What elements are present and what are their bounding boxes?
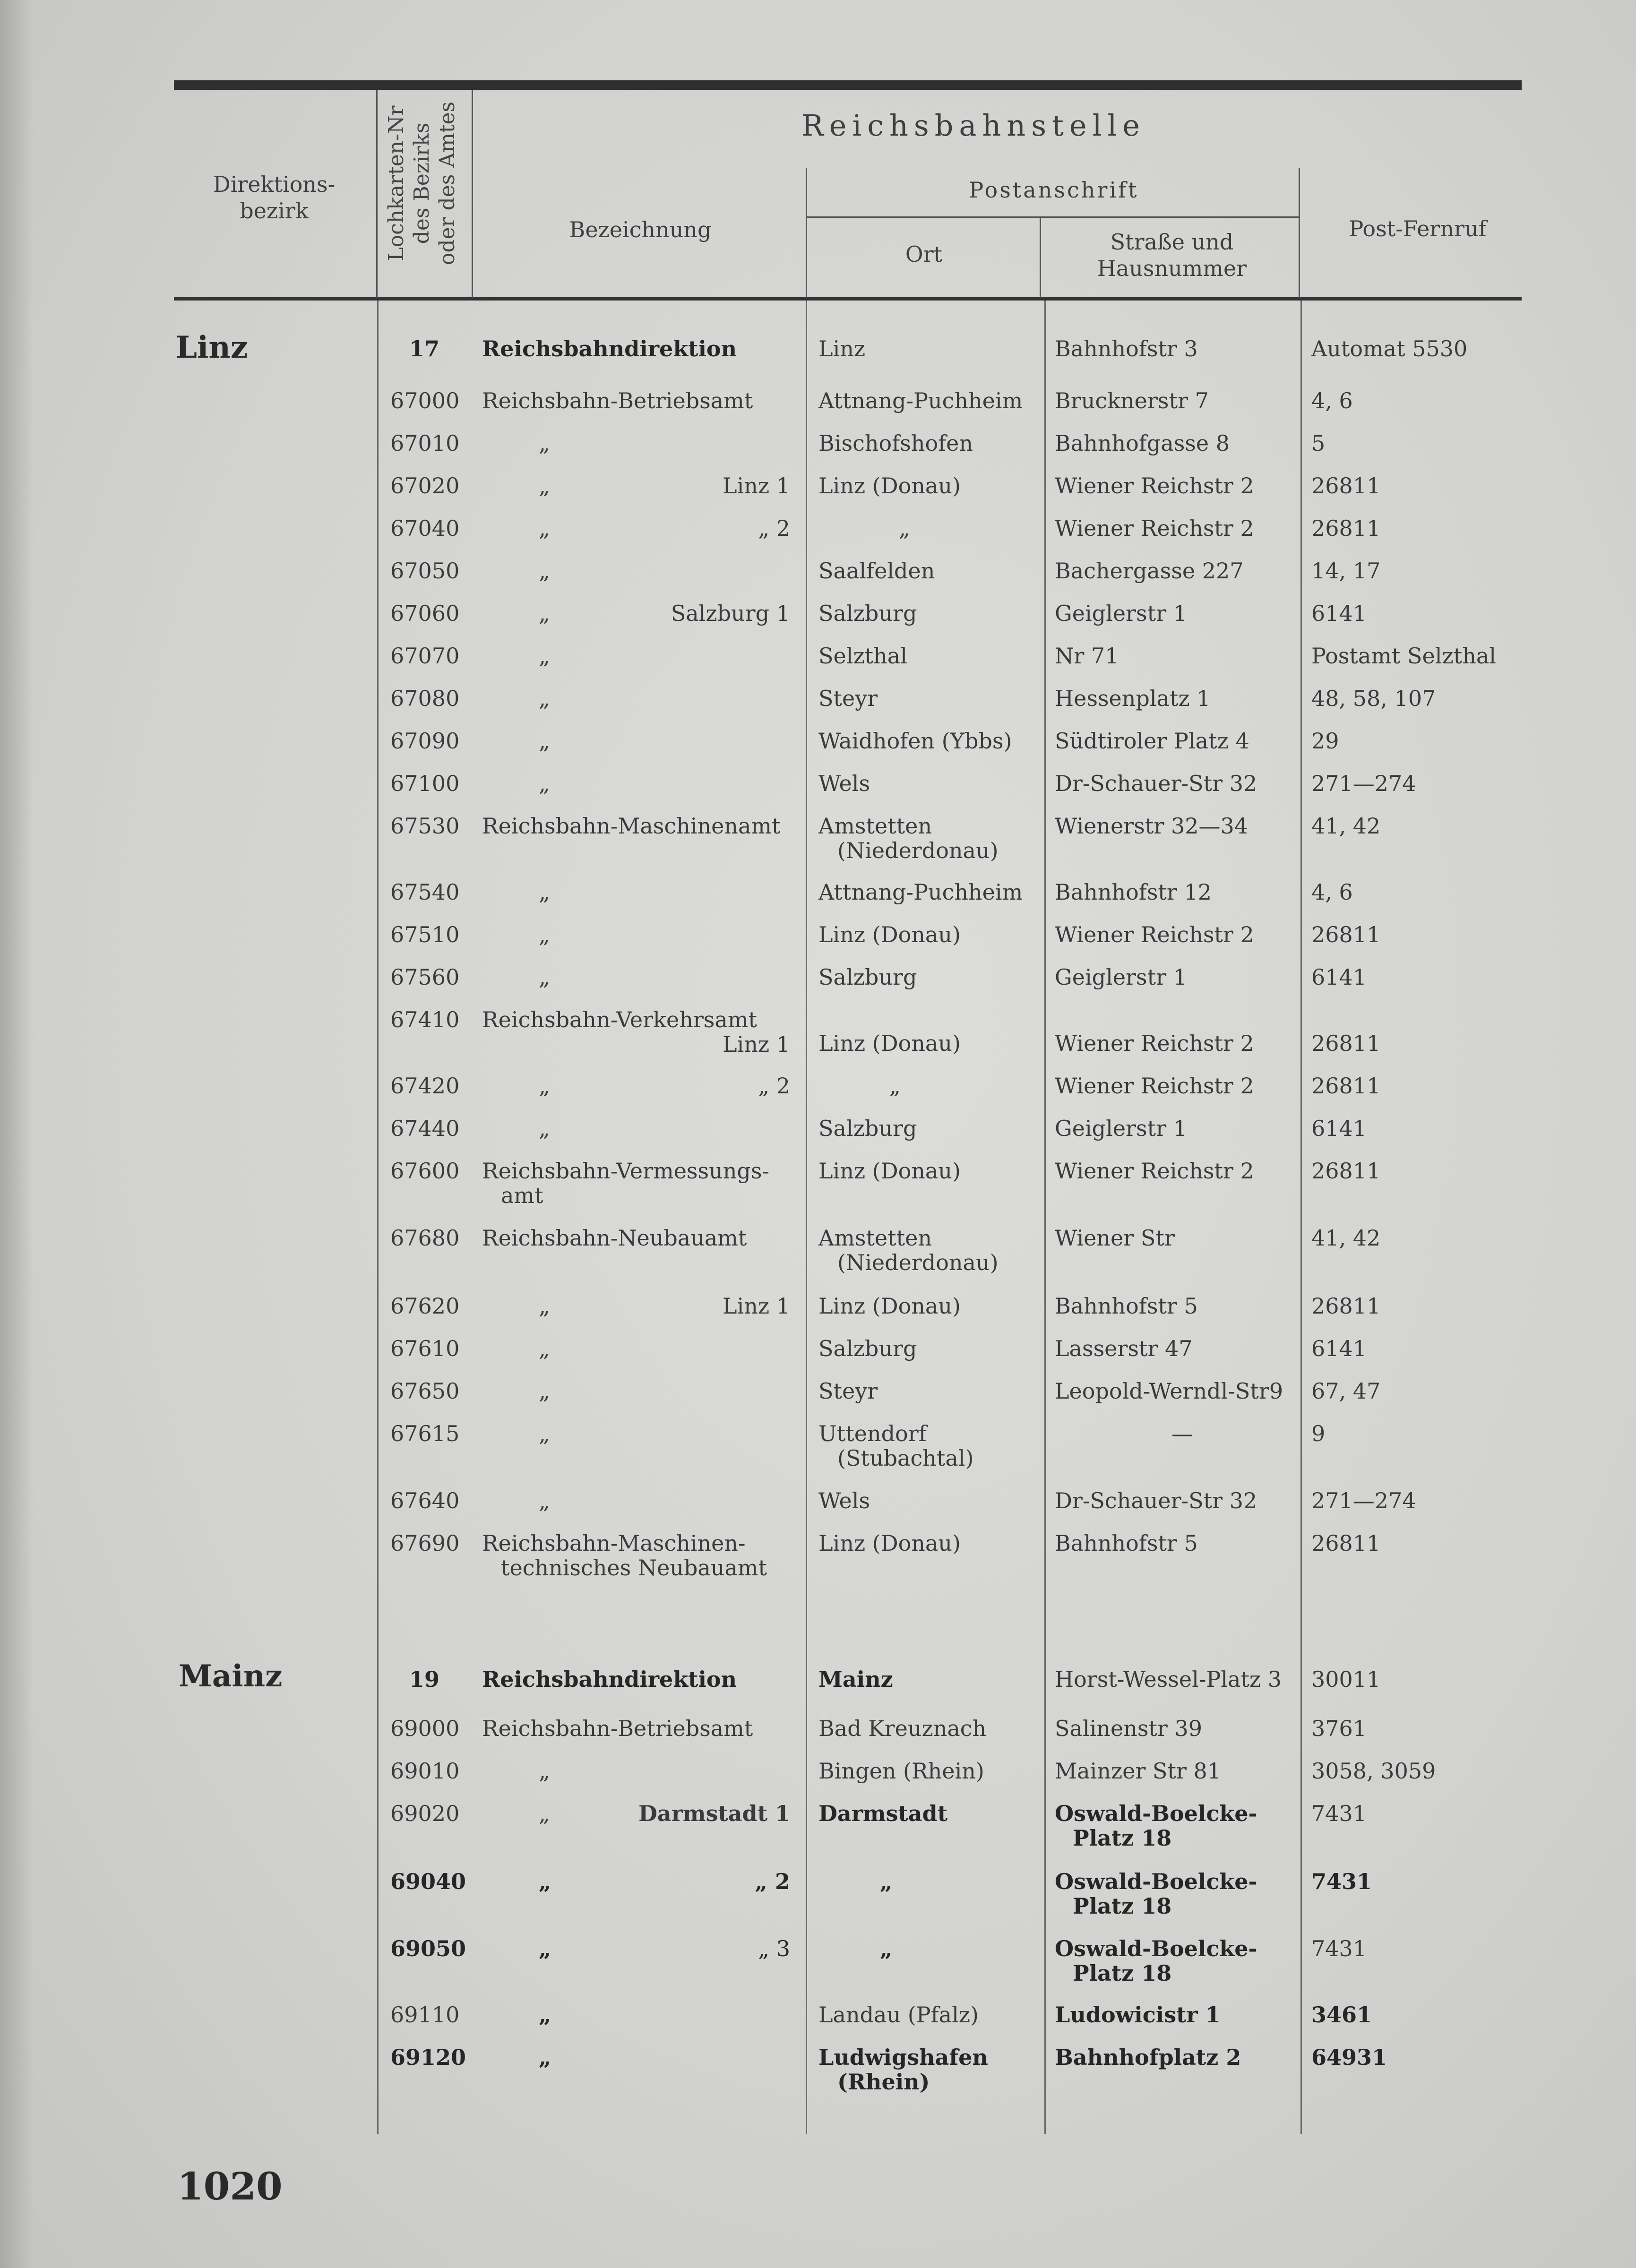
cell-ort: Salzburg	[818, 964, 917, 990]
cell-bezeichnung: Reichsbahn-Betriebsamt	[482, 388, 753, 413]
cell-nr: 17	[409, 336, 440, 361]
cell-strasse-line2: Platz 18	[1073, 1825, 1172, 1851]
cell-strasse: Geiglerstr 1	[1055, 964, 1188, 990]
cell-nr: 67010	[390, 430, 460, 456]
cell-bezeichnung: „	[539, 686, 550, 711]
cell-bezeichnung: „	[539, 1378, 550, 1404]
cell-nr: 69000	[390, 1716, 460, 1741]
cell-bezeichnung-sub: Salzburg 1	[671, 601, 790, 626]
cell-bezeichnung	[482, 1074, 794, 1098]
cell-ort	[818, 1421, 1041, 1470]
cell-bezeichnung: „	[539, 558, 550, 584]
cell-nr: 67540	[390, 879, 460, 905]
cell-fernruf: 3761	[1311, 1716, 1367, 1741]
cell-ort: Salzburg	[818, 1116, 917, 1141]
cell-nr: 67600	[390, 1158, 460, 1184]
cell-ort: Attnang-Puchheim	[818, 388, 1023, 413]
cell-bezeichnung-line2: technisches Neubauamt	[501, 1555, 767, 1581]
cell-fernruf: 7431	[1311, 1869, 1372, 1894]
bezirk-label-linz: Linz	[176, 330, 248, 365]
cell-fernruf: 6141	[1311, 1116, 1367, 1141]
cell-fernruf: 7431	[1311, 1801, 1367, 1826]
cell-fernruf: 26811	[1311, 1031, 1381, 1056]
cell-fernruf: 3058, 3059	[1311, 1758, 1436, 1784]
cell-bezeichnung: Reichsbahn-Maschinenamt	[482, 813, 781, 839]
cell-bezeichnung-sub: „ 2	[758, 1073, 790, 1099]
cell-nr: 67560	[390, 964, 460, 990]
ditto-mark: „	[539, 1293, 550, 1319]
cell-nr: 69050	[390, 1936, 466, 1961]
cell-ort: Linz (Donau)	[818, 1293, 961, 1319]
cell-strasse: Wiener Reichstr 2	[1055, 1073, 1254, 1099]
header-strasse: Straße und Hausnummer	[1097, 229, 1247, 281]
cell-bezeichnung	[482, 1159, 794, 1208]
cell-ort-line2: (Niederdonau)	[837, 1250, 999, 1275]
cell-strasse	[1055, 1801, 1310, 1850]
cell-fernruf: 41, 42	[1311, 813, 1381, 839]
cell-ort: Mainz	[818, 1667, 893, 1692]
cell-nr: 69120	[390, 2045, 466, 2070]
cell-fernruf: 3461	[1311, 2002, 1372, 2027]
cell-nr: 67050	[390, 558, 460, 584]
cell-ort: „	[880, 1936, 893, 1961]
ditto-mark: „	[539, 1869, 551, 1894]
cell-strasse: Wiener Reichstr 2	[1055, 473, 1254, 498]
cell-strasse: Bahnhofstr 5	[1055, 1530, 1198, 1556]
cell-bezeichnung-line1: Reichsbahn-Maschinen-	[482, 1530, 746, 1556]
cell-strasse: Wiener Reichstr 2	[1055, 515, 1254, 541]
cell-fernruf: 26811	[1311, 922, 1381, 947]
cell-bezeichnung: „	[539, 964, 550, 990]
cell-strasse: Brucknerstr 7	[1055, 388, 1209, 413]
cell-ort: Wels	[818, 1488, 870, 1513]
cell-strasse: Bahnhofstr 3	[1055, 336, 1198, 361]
cell-ort: Bingen (Rhein)	[818, 1758, 984, 1784]
header-bezeichnung: Bezeichnung	[569, 217, 712, 242]
cell-bezeichnung	[482, 516, 794, 541]
cell-ort: Linz (Donau)	[818, 1031, 961, 1056]
cell-fernruf: Postamt Selzthal	[1311, 643, 1496, 669]
ditto-mark: „	[539, 601, 550, 626]
cell-strasse: Hessenplatz 1	[1055, 686, 1211, 711]
cell-nr: 67420	[390, 1073, 460, 1099]
cell-fernruf: 6141	[1311, 601, 1367, 626]
cell-fernruf: 271—274	[1311, 1488, 1416, 1513]
cell-ort-line2: (Stubachtal)	[837, 1445, 974, 1471]
cell-nr: 67040	[390, 515, 460, 541]
cell-nr: 67410	[390, 1007, 460, 1032]
cell-ort: Darmstadt	[818, 1801, 947, 1826]
cell-bezeichnung: Reichsbahndirektion	[482, 336, 737, 361]
cell-ort: Saalfelden	[818, 558, 935, 584]
cell-fernruf: 14, 17	[1311, 558, 1381, 584]
cell-strasse-line2: Platz 18	[1073, 1893, 1172, 1919]
cell-ort: Attnang-Puchheim	[818, 879, 1023, 905]
cell-fernruf: 26811	[1311, 1158, 1381, 1184]
cell-bezeichnung-sub: Darmstadt 1	[638, 1801, 790, 1826]
cell-fernruf: 41, 42	[1311, 1225, 1381, 1251]
cell-bezeichnung-sub: Linz 1	[722, 1031, 790, 1057]
cell-strasse: Wiener Str	[1055, 1225, 1175, 1251]
cell-fernruf: 4, 6	[1311, 879, 1353, 905]
cell-ort: Linz (Donau)	[818, 1530, 961, 1556]
header-ort: Ort	[905, 241, 943, 267]
cell-fernruf: 7431	[1311, 1936, 1367, 1961]
cell-strasse: Bahnhofstr 5	[1055, 1293, 1198, 1319]
cell-nr: 69010	[390, 1758, 460, 1784]
cell-nr: 19	[409, 1667, 440, 1692]
cell-nr: 67510	[390, 922, 460, 947]
cell-nr: 67100	[390, 771, 460, 796]
cell-ort-line2: (Rhein)	[837, 2069, 930, 2095]
cell-bezeichnung	[482, 473, 794, 498]
cell-bezeichnung: „	[539, 430, 550, 456]
cell-ort: Salzburg	[818, 601, 917, 626]
ditto-mark: „	[539, 473, 550, 498]
cell-bezeichnung: „	[539, 1421, 550, 1446]
cell-strasse: Lasserstr 47	[1055, 1336, 1193, 1361]
cell-ort: Linz	[818, 336, 866, 361]
bezirk-label-mainz: Mainz	[179, 1658, 283, 1694]
cell-ort	[818, 814, 1041, 863]
cell-ort: Steyr	[818, 1378, 878, 1404]
cell-fernruf: 271—274	[1311, 771, 1416, 796]
cell-bezeichnung	[482, 601, 794, 626]
cell-strasse-line1: Oswald-Boelcke-	[1055, 1801, 1257, 1826]
cell-ort: „	[889, 1073, 901, 1099]
header-lochkarten-label: Lochkarten-Nr des Bezirks oder des Amtes	[384, 101, 459, 266]
cell-ort: Bischofshofen	[818, 430, 973, 456]
cell-strasse: Geiglerstr 1	[1055, 601, 1188, 626]
cell-bezeichnung: „	[539, 1116, 550, 1141]
cell-bezeichnung	[482, 1869, 794, 1894]
cell-nr: 67060	[390, 601, 460, 626]
cell-strasse: Bahnhofgasse 8	[1055, 430, 1230, 456]
cell-nr: 67020	[390, 473, 460, 498]
cell-nr: 67530	[390, 813, 460, 839]
cell-strasse: Wiener Reichstr 2	[1055, 922, 1254, 947]
cell-bezeichnung	[482, 1531, 794, 1580]
cell-strasse: Bachergasse 227	[1055, 558, 1244, 584]
ditto-mark: „	[539, 515, 550, 541]
cell-bezeichnung: „	[539, 643, 550, 669]
cell-ort: Linz (Donau)	[818, 922, 961, 947]
page-number: 1020	[177, 2164, 283, 2208]
cell-bezeichnung-line2: amt	[501, 1183, 543, 1208]
cell-ort-line2: (Niederdonau)	[837, 838, 999, 863]
cell-bezeichnung: „	[539, 2002, 551, 2027]
header-direktionsbezirk-label: Direktions- bezirk	[213, 172, 336, 223]
cell-bezeichnung: Reichsbahn-Betriebsamt	[482, 1716, 753, 1741]
cell-ort: Landau (Pfalz)	[818, 2002, 979, 2027]
cell-ort-line1: Ludwigshafen	[818, 2045, 988, 2070]
cell-bezeichnung: „	[539, 1336, 550, 1361]
cell-nr: 69020	[390, 1801, 460, 1826]
cell-fernruf: 5	[1311, 430, 1326, 456]
cell-nr: 67615	[390, 1421, 460, 1446]
cell-nr: 67090	[390, 728, 460, 754]
cell-bezeichnung-sub: „ 3	[758, 1936, 790, 1961]
cell-bezeichnung	[482, 1007, 794, 1057]
cell-fernruf: 26811	[1311, 1293, 1381, 1319]
cell-ort: Linz (Donau)	[818, 473, 961, 498]
cell-strasse: Horst-Wessel-Platz 3	[1055, 1667, 1282, 1692]
cell-ort: Linz (Donau)	[818, 1158, 961, 1184]
cell-bezeichnung	[482, 1801, 794, 1826]
header-fernruf: Post-Fernruf	[1349, 216, 1487, 241]
cell-bezeichnung: „	[539, 1488, 550, 1513]
cell-nr: 67640	[390, 1488, 460, 1513]
cell-strasse-line2: Platz 18	[1073, 1960, 1172, 1986]
cell-bezeichnung-sub: „ 2	[758, 515, 790, 541]
ditto-mark: „	[539, 1936, 551, 1961]
cell-strasse: Südtiroler Platz 4	[1055, 728, 1249, 754]
cell-nr: 67620	[390, 1293, 460, 1319]
cell-bezeichnung: „	[539, 879, 550, 905]
cell-bezeichnung-line1: Reichsbahn-Vermessungs-	[482, 1158, 769, 1184]
cell-fernruf: 26811	[1311, 473, 1381, 498]
cell-fernruf: 6141	[1311, 1336, 1367, 1361]
cell-strasse: Leopold-Werndl-Str9	[1055, 1378, 1283, 1404]
cell-bezeichnung: Reichsbahndirektion	[482, 1667, 737, 1692]
cell-strasse: Bahnhofplatz 2	[1055, 2045, 1241, 2070]
cell-nr: 67650	[390, 1378, 460, 1404]
cell-ort: Waidhofen (Ybbs)	[818, 728, 1012, 754]
cell-strasse	[1055, 1936, 1310, 1985]
cell-strasse: Bahnhofstr 12	[1055, 879, 1212, 905]
cell-strasse: Ludowicistr 1	[1055, 2002, 1221, 2027]
cell-bezeichnung	[482, 1294, 794, 1318]
cell-ort	[818, 1226, 1041, 1275]
cell-fernruf: 48, 58, 107	[1311, 686, 1436, 711]
cell-ort-line1: Amstetten	[818, 813, 932, 839]
cell-bezeichnung-sub: Linz 1	[722, 1293, 790, 1319]
cell-strasse	[1055, 1869, 1310, 1918]
cell-fernruf: 64931	[1311, 2045, 1387, 2070]
cell-ort	[818, 2045, 1041, 2094]
ditto-mark: „	[539, 1073, 550, 1099]
cell-bezeichnung: „	[539, 2045, 551, 2070]
cell-strasse: Salinenstr 39	[1055, 1716, 1203, 1741]
header-postanschrift: Postanschrift	[969, 177, 1139, 203]
cell-bezeichnung: „	[539, 1758, 550, 1784]
cell-strasse: —	[1171, 1421, 1193, 1446]
cell-strasse: Wiener Reichstr 2	[1055, 1158, 1254, 1184]
cell-fernruf: 9	[1311, 1421, 1326, 1446]
cell-nr: 69040	[390, 1869, 466, 1894]
cell-nr: 67080	[390, 686, 460, 711]
cell-nr: 67690	[390, 1530, 460, 1556]
cell-bezeichnung-sub: Linz 1	[722, 473, 790, 498]
cell-strasse-line1: Oswald-Boelcke-	[1055, 1869, 1257, 1894]
cell-bezeichnung: „	[539, 922, 550, 947]
cell-nr: 67610	[390, 1336, 460, 1361]
cell-bezeichnung: „	[539, 771, 550, 796]
cell-strasse: Wienerstr 32—34	[1055, 813, 1249, 839]
cell-nr: 67680	[390, 1225, 460, 1251]
cell-fernruf: 26811	[1311, 515, 1381, 541]
cell-strasse: Nr 71	[1055, 643, 1119, 669]
cell-strasse: Mainzer Str 81	[1055, 1758, 1222, 1784]
cell-ort-line1: Amstetten	[818, 1225, 932, 1251]
cell-strasse: Wiener Reichstr 2	[1055, 1031, 1254, 1056]
cell-ort-line1: Uttendorf	[818, 1421, 927, 1446]
cell-nr: 67070	[390, 643, 460, 669]
cell-bezeichnung: Reichsbahn-Neubauamt	[482, 1225, 747, 1251]
cell-ort: Wels	[818, 771, 870, 796]
cell-ort: „	[880, 1869, 893, 1894]
header-reichsbahnstelle: Reichsbahnstelle	[801, 108, 1145, 143]
cell-ort: Salzburg	[818, 1336, 917, 1361]
cell-nr: 69110	[390, 2002, 460, 2027]
cell-fernruf: 26811	[1311, 1073, 1381, 1099]
cell-fernruf: Automat 5530	[1311, 336, 1468, 361]
cell-fernruf: 29	[1311, 728, 1339, 754]
cell-strasse-line1: Oswald-Boelcke-	[1055, 1936, 1257, 1961]
cell-nr: 67440	[390, 1116, 460, 1141]
cell-fernruf: 30011	[1311, 1667, 1381, 1692]
cell-ort: „	[899, 515, 910, 541]
ditto-mark: „	[539, 1801, 550, 1826]
cell-ort: Steyr	[818, 686, 878, 711]
cell-strasse: Dr-Schauer-Str 32	[1055, 771, 1257, 796]
cell-fernruf: 6141	[1311, 964, 1367, 990]
cell-bezeichnung-sub: „ 2	[755, 1869, 790, 1894]
cell-bezeichnung-line1: Reichsbahn-Verkehrsamt	[482, 1007, 757, 1032]
cell-strasse: Geiglerstr 1	[1055, 1116, 1188, 1141]
cell-ort: Selzthal	[818, 643, 907, 669]
cell-fernruf: 4, 6	[1311, 388, 1353, 413]
cell-ort: Bad Kreuznach	[818, 1716, 987, 1741]
cell-bezeichnung	[482, 1936, 794, 1961]
cell-fernruf: 67, 47	[1311, 1378, 1381, 1404]
cell-bezeichnung: „	[539, 728, 550, 754]
cell-fernruf: 26811	[1311, 1530, 1381, 1556]
cell-strasse: Dr-Schauer-Str 32	[1055, 1488, 1257, 1513]
cell-nr: 67000	[390, 388, 460, 413]
